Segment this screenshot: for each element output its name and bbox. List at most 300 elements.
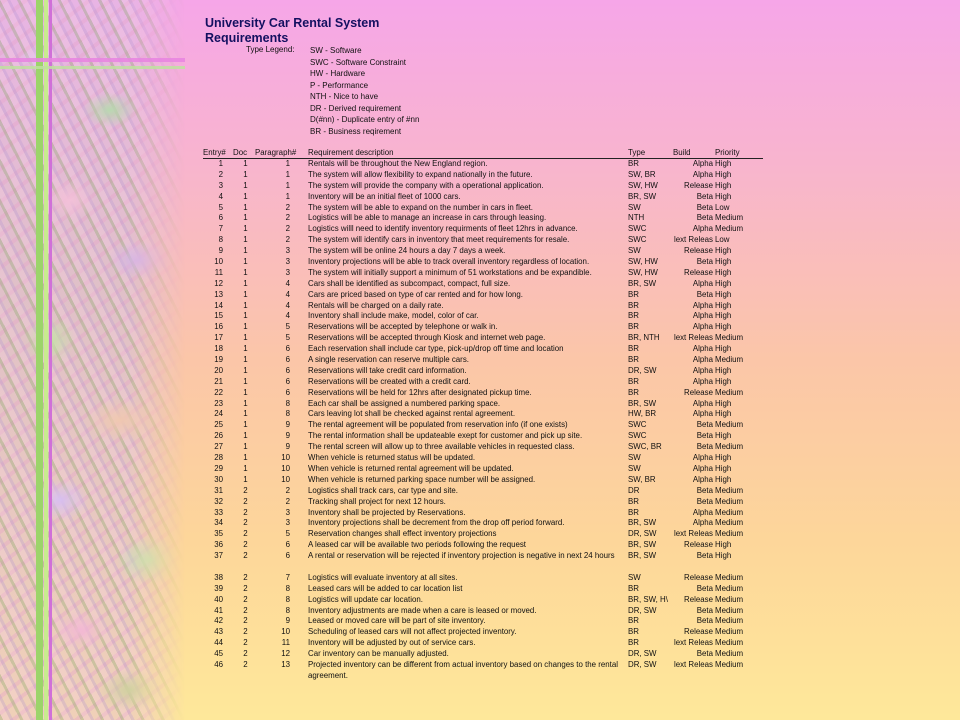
cell-type: DR xyxy=(628,485,640,495)
table-row xyxy=(203,279,763,290)
table-header-row xyxy=(203,148,763,159)
legend-item: SWC - Software Constraint xyxy=(310,57,407,67)
table-row xyxy=(203,475,763,486)
cell-priority: High xyxy=(715,267,732,277)
cell-paragraph: 3 xyxy=(285,267,290,277)
cell-priority: Medium xyxy=(715,213,744,223)
cell-build: Beta xyxy=(696,605,713,615)
cell-description: Logistics will update car location. xyxy=(308,594,423,604)
cell-description: Projected inventory can be different from actual inventory based on changes to the rental agreement. xyxy=(308,659,618,680)
cell-build: Alpha xyxy=(692,278,713,288)
cell-doc: 1 xyxy=(243,289,248,299)
cell-entry: 36 xyxy=(214,540,223,550)
cell-build: Beta xyxy=(696,213,713,223)
cell-paragraph: 7 xyxy=(285,572,290,582)
cell-paragraph: 2 xyxy=(285,213,290,223)
cell-build: Beta xyxy=(696,289,713,299)
cell-paragraph: 1 xyxy=(285,191,290,201)
header-build: Build xyxy=(673,148,691,157)
cell-doc: 1 xyxy=(243,474,248,484)
cell-priority: High xyxy=(715,474,732,484)
cell-entry: 8 xyxy=(218,235,223,245)
cell-doc: 1 xyxy=(243,169,248,179)
cell-build: Alpha xyxy=(692,518,713,528)
cell-entry: 23 xyxy=(214,398,223,408)
legend-item: D(#nn) - Duplicate entry of #nn xyxy=(310,115,420,124)
cell-build: Alpha xyxy=(692,311,713,321)
cell-description: Each reservation shall include car type, pick-up/drop off time and location xyxy=(308,344,564,354)
cell-build: Alpha xyxy=(692,322,713,332)
cell-priority: Medium xyxy=(715,224,744,234)
requirements-table xyxy=(203,148,763,682)
header-paragraph: Paragraph# xyxy=(255,148,297,157)
cell-priority: Medium xyxy=(715,442,744,452)
table-row xyxy=(203,409,763,420)
cell-priority: Medium xyxy=(715,616,744,626)
cell-doc: 1 xyxy=(243,420,248,430)
decorative-pink-band xyxy=(0,58,185,62)
table-row xyxy=(203,529,763,540)
cell-type: SW, HW xyxy=(628,267,658,277)
cell-build: Alpha xyxy=(692,159,713,168)
cell-priority: High xyxy=(715,365,732,375)
table-row xyxy=(203,627,763,638)
cell-paragraph: 4 xyxy=(285,289,290,299)
cell-description: Reservations will take credit card information. xyxy=(308,365,467,375)
table-row xyxy=(203,388,763,399)
cell-paragraph: 9 xyxy=(285,616,290,626)
cell-priority: High xyxy=(715,289,732,299)
cell-description: Reservation changes shall effect inventory projections xyxy=(308,529,497,539)
cell-description: The rental information shall be updateable exept for customer and pick up site. xyxy=(308,431,583,441)
cell-doc: 2 xyxy=(243,518,248,528)
cell-paragraph: 10 xyxy=(281,627,290,637)
cell-type: BR xyxy=(628,300,639,310)
cell-type: BR xyxy=(628,507,639,517)
header-priority: Priority xyxy=(715,148,740,157)
cell-description: Inventory shall include make, model, color of car. xyxy=(308,311,479,321)
cell-entry: 6 xyxy=(218,213,223,223)
table-row xyxy=(203,442,763,453)
cell-build: lext Releas xyxy=(673,638,713,648)
cell-paragraph: 2 xyxy=(285,224,290,234)
header-description: Requirement description xyxy=(308,148,394,157)
cell-entry: 37 xyxy=(214,551,223,561)
table-row xyxy=(203,573,763,584)
cell-entry: 1 xyxy=(218,159,223,168)
cell-doc: 2 xyxy=(243,627,248,637)
cell-description: A single reservation can reserve multiple cars. xyxy=(308,355,469,365)
cell-paragraph: 10 xyxy=(281,463,290,473)
header-type: Type xyxy=(628,148,646,157)
cell-description: Reservations will be accepted through Kiosk and internet web page. xyxy=(308,333,546,343)
cell-entry: 4 xyxy=(218,191,223,201)
cell-priority: Medium xyxy=(715,387,744,397)
cell-paragraph: 8 xyxy=(285,583,290,593)
cell-description: Scheduling of leased cars will not affect projected inventory. xyxy=(308,627,517,637)
cell-description: The rental agreement will be populated from reservation info (if one exists) xyxy=(308,420,568,430)
table-row xyxy=(203,486,763,497)
cell-type: BR, SW xyxy=(628,191,657,201)
table-row xyxy=(203,355,763,366)
decorative-light-green-stripe xyxy=(44,0,48,720)
cell-doc: 1 xyxy=(243,409,248,419)
cell-paragraph: 10 xyxy=(281,474,290,484)
cell-description: Reservations will be created with a credit card. xyxy=(308,376,471,386)
legend-item: BR - Business reqirement xyxy=(310,126,402,136)
cell-doc: 1 xyxy=(243,355,248,365)
cell-paragraph: 1 xyxy=(285,159,290,168)
cell-entry: 31 xyxy=(214,485,223,495)
cell-doc: 1 xyxy=(243,376,248,386)
table-row xyxy=(203,595,763,606)
table-row xyxy=(203,170,763,181)
cell-build: Release xyxy=(684,246,713,256)
cell-build: Alpha xyxy=(692,344,713,354)
cell-paragraph: 6 xyxy=(285,365,290,375)
cell-entry: 41 xyxy=(214,605,223,615)
cell-entry: 29 xyxy=(214,463,223,473)
cell-paragraph: 9 xyxy=(285,420,290,430)
cell-type: BR xyxy=(628,159,639,168)
cell-entry: 2 xyxy=(218,169,223,179)
cell-paragraph: 5 xyxy=(285,333,290,343)
cell-build: Beta xyxy=(696,202,713,212)
cell-paragraph: 3 xyxy=(285,246,290,256)
cell-build: lext Releas xyxy=(673,659,713,669)
cell-entry: 18 xyxy=(214,344,223,354)
cell-doc: 1 xyxy=(243,300,248,310)
cell-type: BR, SW xyxy=(628,540,657,550)
decorative-purple-stripe xyxy=(49,0,52,720)
cell-entry: 16 xyxy=(214,322,223,332)
cell-description: Inventory will be adjusted by out of service cars. xyxy=(308,638,476,648)
cell-build: Alpha xyxy=(692,474,713,484)
cell-description: The system will identify cars in inventory that meet requirements for resale. xyxy=(308,235,570,245)
cell-priority: High xyxy=(715,246,732,256)
cell-entry: 15 xyxy=(214,311,223,321)
cell-type: SW, HW xyxy=(628,257,658,267)
cell-priority: High xyxy=(715,311,732,321)
legend-item: P - Performance xyxy=(310,80,369,90)
cell-entry: 17 xyxy=(214,333,223,343)
cell-priority: High xyxy=(715,344,732,354)
cell-type: SW xyxy=(628,202,641,212)
cell-doc: 1 xyxy=(243,387,248,397)
cell-doc: 1 xyxy=(243,398,248,408)
legend-item: DR - Derived requirement xyxy=(310,103,402,113)
cell-priority: Medium xyxy=(715,518,744,528)
type-legend-label: Type Legend: xyxy=(246,45,295,54)
cell-description: When vehicle is returned status will be updated. xyxy=(308,453,476,463)
cell-description: Reservations will be accepted by telephone or walk in. xyxy=(308,322,498,332)
cell-priority: Medium xyxy=(715,572,744,582)
cell-description: Rentals will be charged on a daily rate. xyxy=(308,300,444,310)
type-legend-list xyxy=(310,45,419,137)
table-row xyxy=(203,431,763,442)
cell-type: SWC xyxy=(628,224,647,234)
cell-doc: 1 xyxy=(243,180,248,190)
cell-build: Release xyxy=(684,267,713,277)
table-row xyxy=(203,540,763,551)
cell-build: Beta xyxy=(696,257,713,267)
cell-priority: High xyxy=(715,398,732,408)
cell-build: Beta xyxy=(696,649,713,659)
cell-doc: 1 xyxy=(243,202,248,212)
cell-entry: 14 xyxy=(214,300,223,310)
cell-description: Inventory shall be projected by Reservations. xyxy=(308,507,466,517)
header-doc: Doc xyxy=(233,148,248,157)
cell-entry: 20 xyxy=(214,365,223,375)
cell-doc: 1 xyxy=(243,159,248,168)
cell-doc: 1 xyxy=(243,213,248,223)
cell-type: SW xyxy=(628,572,641,582)
cell-build: Alpha xyxy=(692,453,713,463)
cell-description: When vehicle is returned parking space number will be assigned. xyxy=(308,474,536,484)
table-row xyxy=(203,203,763,214)
cell-paragraph: 6 xyxy=(285,551,290,561)
cell-priority: Medium xyxy=(715,485,744,495)
cell-build: Alpha xyxy=(692,463,713,473)
decorative-floral-pattern xyxy=(0,0,185,720)
cell-type: BR xyxy=(628,344,639,354)
cell-entry: 19 xyxy=(214,355,223,365)
cell-type: DR, SW xyxy=(628,659,657,669)
cell-build: Alpha xyxy=(692,409,713,419)
cell-priority: Medium xyxy=(715,583,744,593)
cell-priority: Medium xyxy=(715,659,744,669)
cell-type: DR, SW xyxy=(628,605,657,615)
cell-build: Beta xyxy=(696,191,713,201)
cell-type: DR, SW xyxy=(628,365,657,375)
table-body xyxy=(203,159,763,682)
cell-paragraph: 1 xyxy=(285,169,290,179)
table-row xyxy=(203,235,763,246)
table-row xyxy=(203,246,763,257)
cell-description: Logistics shall track cars, car type and site. xyxy=(308,485,458,495)
cell-type: BR xyxy=(628,289,639,299)
cell-build: Alpha xyxy=(692,507,713,517)
cell-entry: 13 xyxy=(214,289,223,299)
cell-doc: 2 xyxy=(243,605,248,615)
cell-build: Beta xyxy=(696,420,713,430)
cell-doc: 1 xyxy=(243,322,248,332)
cell-priority: Low xyxy=(715,202,730,212)
cell-priority: Medium xyxy=(715,529,744,539)
table-row xyxy=(203,551,763,573)
cell-description: When vehicle is returned rental agreement will be updated. xyxy=(308,463,514,473)
cell-entry: 30 xyxy=(214,474,223,484)
cell-description: The system will be online 24 hours a day 7 days a week. xyxy=(308,246,506,256)
cell-type: BR xyxy=(628,311,639,321)
cell-description: Logistics will be able to manage an increase in cars through leasing. xyxy=(308,213,547,223)
cell-doc: 1 xyxy=(243,344,248,354)
table-row xyxy=(203,301,763,312)
cell-paragraph: 8 xyxy=(285,409,290,419)
cell-doc: 2 xyxy=(243,529,248,539)
cell-doc: 2 xyxy=(243,649,248,659)
cell-description: Rentals will be throughout the New England region. xyxy=(308,159,488,168)
cell-doc: 2 xyxy=(243,572,248,582)
cell-build: Release xyxy=(684,180,713,190)
legend-item: NTH - Nice to have xyxy=(310,92,379,101)
cell-entry: 11 xyxy=(214,267,223,277)
cell-doc: 2 xyxy=(243,551,248,561)
table-row xyxy=(203,366,763,377)
cell-priority: Medium xyxy=(715,420,744,430)
cell-build: Beta xyxy=(696,496,713,506)
cell-build: Beta xyxy=(696,431,713,441)
cell-paragraph: 5 xyxy=(285,322,290,332)
cell-description: Leased or moved care will be part of site inventory. xyxy=(308,616,486,626)
cell-entry: 3 xyxy=(218,180,223,190)
cell-build: Alpha xyxy=(692,355,713,365)
cell-description: Tracking shall project for next 12 hours. xyxy=(308,496,446,506)
cell-paragraph: 5 xyxy=(285,529,290,539)
cell-build: Release xyxy=(684,572,713,582)
table-row xyxy=(203,181,763,192)
cell-entry: 9 xyxy=(218,246,223,256)
cell-doc: 1 xyxy=(243,235,248,245)
cell-build: Release xyxy=(684,594,713,604)
cell-doc: 2 xyxy=(243,496,248,506)
cell-priority: High xyxy=(715,278,732,288)
cell-entry: 42 xyxy=(214,616,223,626)
cell-description: Reservations will be held for 12hrs after designated pickup time. xyxy=(308,387,532,397)
cell-build: Release xyxy=(684,540,713,550)
cell-type: BR xyxy=(628,387,639,397)
cell-entry: 33 xyxy=(214,507,223,517)
cell-paragraph: 8 xyxy=(285,594,290,604)
cell-type: BR, SW xyxy=(628,278,657,288)
cell-build: Release xyxy=(684,387,713,397)
cell-entry: 39 xyxy=(214,583,223,593)
cell-priority: Medium xyxy=(715,333,744,343)
cell-doc: 2 xyxy=(243,540,248,550)
cell-priority: High xyxy=(715,300,732,310)
cell-priority: High xyxy=(715,551,732,561)
cell-description: A leased car will be available two periods following the request xyxy=(308,540,526,550)
cell-build: Beta xyxy=(696,442,713,452)
cell-priority: High xyxy=(715,431,732,441)
table-row xyxy=(203,224,763,235)
cell-type: BR xyxy=(628,583,639,593)
cell-build: Alpha xyxy=(692,376,713,386)
cell-paragraph: 13 xyxy=(281,659,290,669)
legend-item: HW - Hardware xyxy=(310,69,366,78)
cell-doc: 1 xyxy=(243,191,248,201)
cell-priority: High xyxy=(715,540,732,550)
cell-type: BR, SW xyxy=(628,518,657,528)
table-row xyxy=(203,268,763,279)
cell-doc: 1 xyxy=(243,365,248,375)
cell-entry: 10 xyxy=(214,257,223,267)
cell-doc: 2 xyxy=(243,507,248,517)
cell-paragraph: 2 xyxy=(285,202,290,212)
cell-type: DR, SW xyxy=(628,529,657,539)
table-row xyxy=(203,290,763,301)
table-row xyxy=(203,399,763,410)
cell-description: The rental screen will allow up to three available vehicles in requested class. xyxy=(308,442,575,452)
cell-build: lext Releas xyxy=(673,333,713,343)
cell-paragraph: 11 xyxy=(281,638,290,648)
cell-description: Inventory projections shall be decrement from the drop off period forward. xyxy=(308,518,565,528)
cell-doc: 1 xyxy=(243,431,248,441)
table-row xyxy=(203,584,763,595)
cell-type: SW, BR xyxy=(628,169,656,179)
cell-doc: 1 xyxy=(243,453,248,463)
cell-type: BR, SW xyxy=(628,551,657,561)
cell-paragraph: 2 xyxy=(285,496,290,506)
cell-type: BR xyxy=(628,355,639,365)
table-row xyxy=(203,213,763,224)
title-line-1: University Car Rental System xyxy=(205,16,380,30)
table-row xyxy=(203,257,763,268)
table-row xyxy=(203,616,763,627)
cell-paragraph: 9 xyxy=(285,431,290,441)
cell-build: Alpha xyxy=(692,169,713,179)
table-row xyxy=(203,333,763,344)
cell-priority: High xyxy=(715,453,732,463)
decorative-green-stripe xyxy=(36,0,43,720)
cell-entry: 40 xyxy=(214,594,223,604)
cell-doc: 1 xyxy=(243,278,248,288)
cell-paragraph: 1 xyxy=(285,180,290,190)
cell-type: SW, HW xyxy=(628,180,658,190)
cell-entry: 46 xyxy=(214,659,223,669)
cell-build: lext Releas xyxy=(673,235,713,245)
decorative-green-band xyxy=(0,66,185,69)
cell-paragraph: 12 xyxy=(281,649,290,659)
cell-paragraph: 8 xyxy=(285,398,290,408)
cell-paragraph: 6 xyxy=(285,376,290,386)
table-row xyxy=(203,638,763,649)
cell-paragraph: 6 xyxy=(285,344,290,354)
cell-description: Leased cars will be added to car location list xyxy=(308,583,463,593)
cell-type: BR, SW, H\ xyxy=(628,594,668,604)
cell-entry: 28 xyxy=(214,453,223,463)
legend-item: SW - Software xyxy=(310,46,362,55)
cell-entry: 24 xyxy=(214,409,223,419)
cell-type: SW xyxy=(628,453,641,463)
cell-build: Alpha xyxy=(692,224,713,234)
cell-description: Cars leaving lot shall be checked against rental agreement. xyxy=(308,409,516,419)
cell-doc: 1 xyxy=(243,246,248,256)
cell-description: Inventory projections will be able to track overall inventory regardless of location. xyxy=(308,257,590,267)
cell-build: Beta xyxy=(696,551,713,561)
cell-description: Each car shall be assigned a numbered parking space. xyxy=(308,398,501,408)
table-row xyxy=(203,649,763,660)
cell-priority: Medium xyxy=(715,649,744,659)
cell-build: lext Releas xyxy=(673,529,713,539)
cell-description: Logistics will evaluate inventory at all sites. xyxy=(308,572,458,582)
cell-priority: High xyxy=(715,180,732,190)
cell-type: SWC xyxy=(628,431,647,441)
cell-type: SWC xyxy=(628,235,647,245)
cell-type: BR xyxy=(628,638,639,648)
cell-priority: High xyxy=(715,409,732,419)
cell-type: BR xyxy=(628,322,639,332)
document-title xyxy=(205,16,379,46)
table-row xyxy=(203,192,763,203)
cell-type: SWC, BR xyxy=(628,442,662,452)
cell-entry: 26 xyxy=(214,431,223,441)
header-entry: Entry# xyxy=(203,148,226,157)
cell-paragraph: 3 xyxy=(285,257,290,267)
cell-doc: 1 xyxy=(243,257,248,267)
cell-entry: 45 xyxy=(214,649,223,659)
table-row xyxy=(203,453,763,464)
